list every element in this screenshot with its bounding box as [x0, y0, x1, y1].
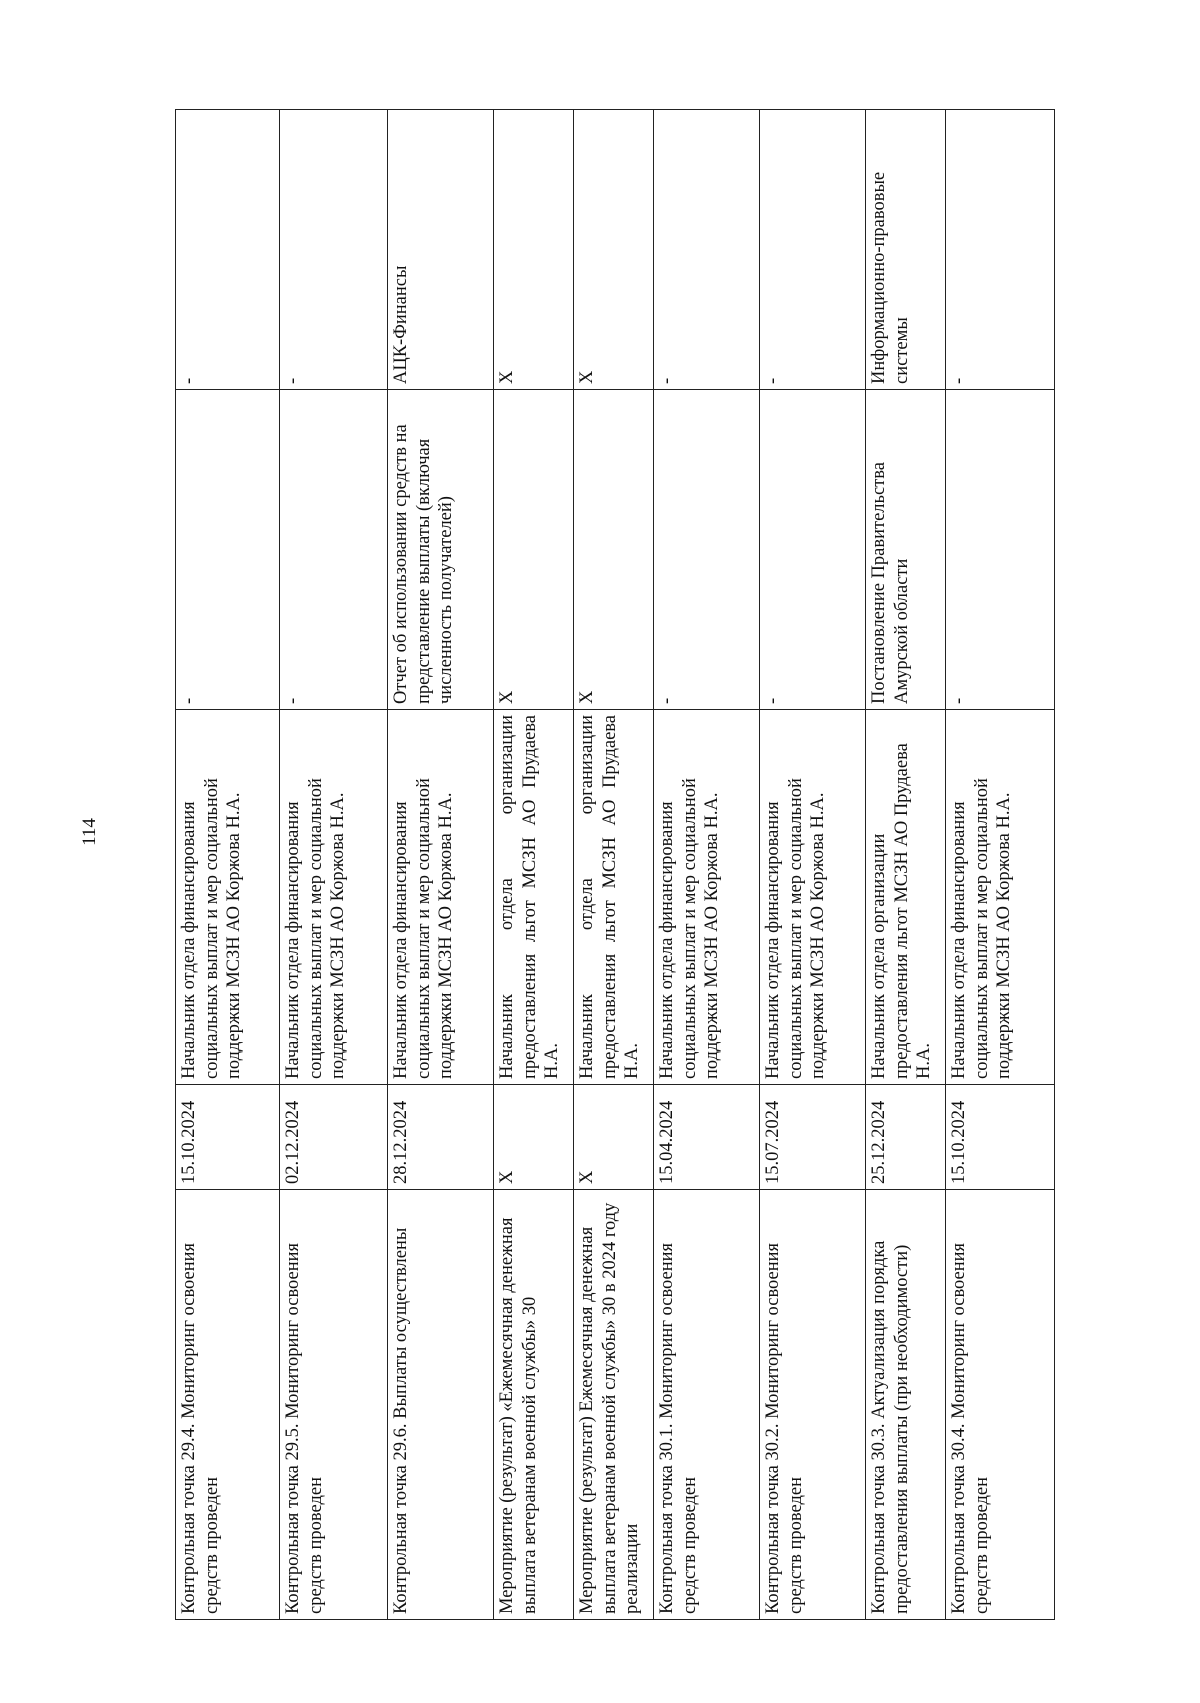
document-cell: Отчет об использовании средств на представление выплаты (включая численность получателей) [388, 390, 494, 710]
date-cell: 02.12.2024 [280, 1085, 388, 1190]
event-cell: Контрольная точка 29.4. Мониторинг освоения средств проведен [176, 1190, 280, 1620]
date-cell: 28.12.2024 [388, 1085, 494, 1190]
event-cell: Мероприятие (результат) Ежемесячная денежная выплата ветеранам военной службы» 30 в 2024 году реализации [574, 1190, 654, 1620]
date-cell: 25.12.2024 [866, 1085, 946, 1190]
responsible-cell: Начальник отдела организации предоставления льгот МСЗН АО Прудаева Н.А. [494, 710, 574, 1085]
table-row [280, 110, 388, 1620]
responsible-cell: Начальник отдела организации предоставления льгот МСЗН АО Прудаева Н.А. [574, 710, 654, 1085]
table-row [176, 110, 280, 1620]
date-cell: X [574, 1085, 654, 1190]
responsible-cell: Начальник отдела организации предоставления льгот МСЗН АО Прудаева Н.А. [866, 710, 946, 1085]
document-cell: - [280, 390, 388, 710]
page-number: 114 [79, 818, 100, 846]
event-cell: Контрольная точка 29.5. Мониторинг освоения средств проведен [280, 1190, 388, 1620]
event-cell: Контрольная точка 29.6. Выплаты осуществлены [388, 1190, 494, 1620]
system-cell: - [280, 110, 388, 390]
table-row [760, 110, 866, 1620]
responsible-cell: Начальник отдела финансирования социальных выплат и мер социальной поддержки МСЗН АО Коржова Н.А. [760, 710, 866, 1085]
date-cell: X [494, 1085, 574, 1190]
table-row [494, 110, 574, 1620]
date-cell: 15.07.2024 [760, 1085, 866, 1190]
system-cell: - [760, 110, 866, 390]
rotated-table-area [175, 110, 1055, 1620]
responsible-cell: Начальник отдела финансирования социальных выплат и мер социальной поддержки МСЗН АО Коржова Н.А. [654, 710, 760, 1085]
system-cell: АЦК-Финансы [388, 110, 494, 390]
document-cell: Постановление Правительства Амурской области [866, 390, 946, 710]
date-cell: 15.04.2024 [654, 1085, 760, 1190]
table-row [574, 110, 654, 1620]
event-cell: Контрольная точка 30.1. Мониторинг освоения средств проведен [654, 1190, 760, 1620]
event-cell: Контрольная точка 30.2. Мониторинг освоения средств проведен [760, 1190, 866, 1620]
system-cell: - [654, 110, 760, 390]
event-cell: Контрольная точка 30.4. Мониторинг освоения средств проведен [946, 1190, 1055, 1620]
table-row [866, 110, 946, 1620]
responsible-cell: Начальник отдела финансирования социальных выплат и мер социальной поддержки МСЗН АО Коржова Н.А. [946, 710, 1055, 1085]
event-cell: Мероприятие (результат) «Ежемесячная денежная выплата ветеранам военной службы» 30 [494, 1190, 574, 1620]
document-cell: X [494, 390, 574, 710]
document-cell: - [176, 390, 280, 710]
responsible-cell: Начальник отдела финансирования социальных выплат и мер социальной поддержки МСЗН АО Коржова Н.А. [176, 710, 280, 1085]
table-sheet [175, 110, 1055, 1620]
event-cell: Контрольная точка 30.3. Актуализация порядка предоставления выплаты (при необходимости) [866, 1190, 946, 1620]
document-cell: - [654, 390, 760, 710]
system-cell: X [494, 110, 574, 390]
document-cell: - [760, 390, 866, 710]
responsible-cell: Начальник отдела финансирования социальных выплат и мер социальной поддержки МСЗН АО Коржова Н.А. [388, 710, 494, 1085]
system-cell: X [574, 110, 654, 390]
system-cell: - [176, 110, 280, 390]
system-cell: - [946, 110, 1055, 390]
system-cell: Информационно-правовые системы [866, 110, 946, 390]
control-points-table [175, 109, 1055, 1620]
table-row [654, 110, 760, 1620]
table-row [388, 110, 494, 1620]
table-row [946, 110, 1055, 1620]
responsible-cell: Начальник отдела финансирования социальных выплат и мер социальной поддержки МСЗН АО Коржова Н.А. [280, 710, 388, 1085]
date-cell: 15.10.2024 [946, 1085, 1055, 1190]
document-cell: X [574, 390, 654, 710]
date-cell: 15.10.2024 [176, 1085, 280, 1190]
document-cell: - [946, 390, 1055, 710]
